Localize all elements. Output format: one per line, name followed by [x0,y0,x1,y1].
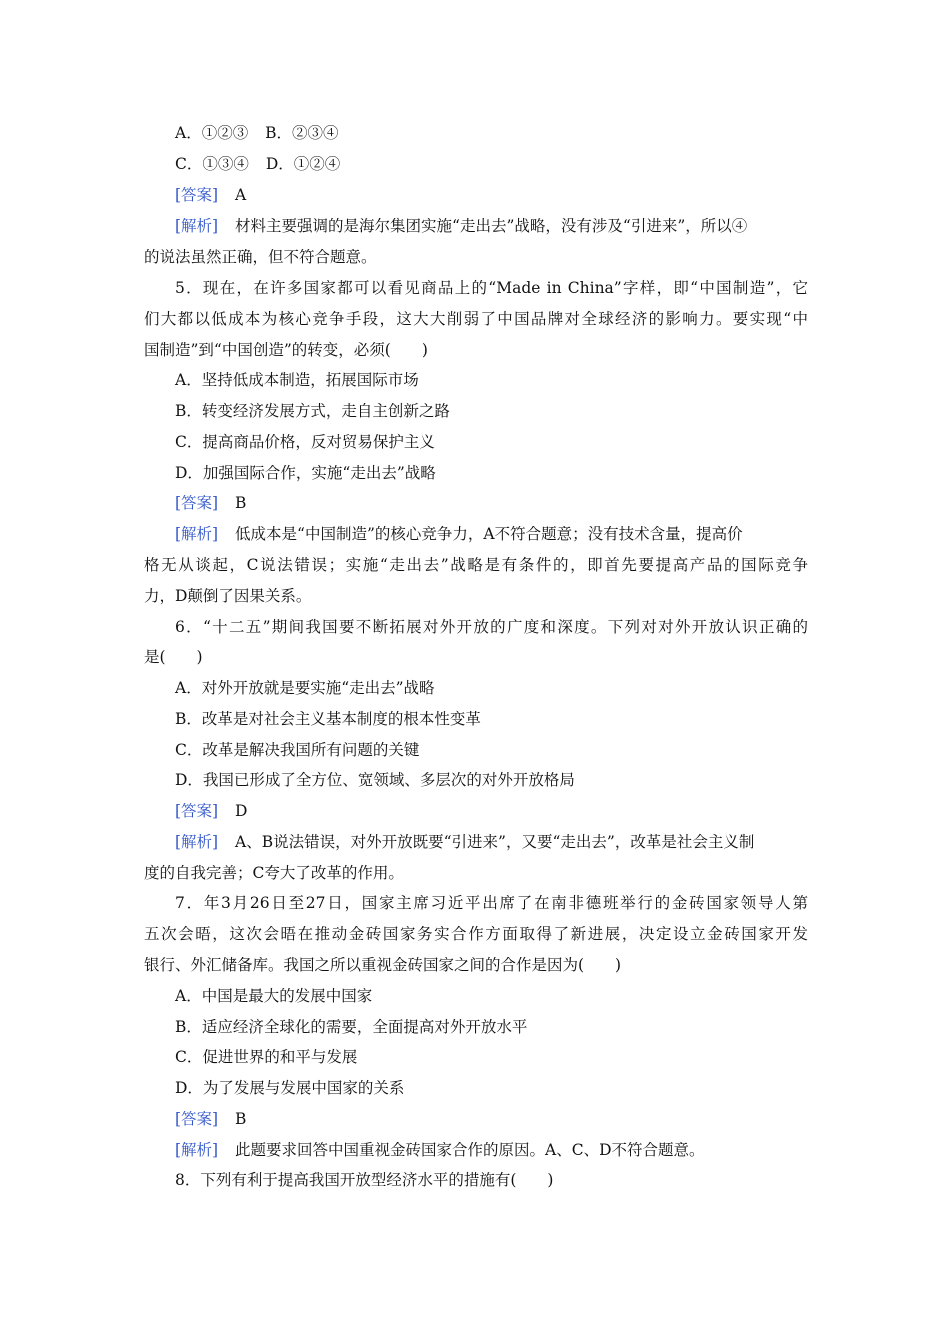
q6-stem-line-1: 6．“十二五”期间我国要不断拓展对外开放的广度和深度。下列对对外开放认识正确的 [175,618,808,636]
q4-analysis-line-1 [175,212,808,240]
q5-analysis-line-1 [175,520,808,548]
q6-option-c: C．改革是解决我国所有问题的关键 [175,741,420,759]
q5-analysis-line-3: 力，D颠倒了因果关系。 [144,587,312,605]
q6-option-b: B．改革是对社会主义基本制度的根本性变革 [175,710,481,728]
q5-option-d: D．加强国际合作，实施“走出去”战略 [175,464,436,482]
q4-options-row-1 [175,119,808,147]
analysis-tag: [解析] [175,1141,219,1159]
q5-option-b: B．转变经济发展方式，走自主创新之路 [175,402,450,420]
q4-answer [175,181,808,209]
analysis-tag: [解析] [175,525,219,543]
answer-tag: [答案] [175,186,219,204]
q5-option-a: A．坚持低成本制造，拓展国际市场 [175,371,419,389]
q5-stem-line-2: 们大都以低成本为核心竞争手段，这大大削弱了中国品牌对全球经济的影响力。要实现“中 [144,310,808,328]
q4-options-row-2 [175,150,808,178]
analysis-text: 低成本是“中国制造”的核心竞争力，A不符合题意；没有技术含量，提高价 [235,525,743,543]
analysis-tag: [解析] [175,217,219,235]
q5-analysis-line-2: 格无从谈起，C说法错误；实施“走出去”战略是有条件的，即首先要提高产品的国际竞争 [144,556,808,574]
answer-value: B [235,494,247,512]
q7-option-d: D．为了发展与发展中国家的关系 [175,1079,405,1097]
analysis-text: A、B说法错误，对外开放既要“引进来”，又要“走出去”，改革是社会主义制 [235,833,755,851]
q7-answer [175,1105,808,1133]
q7-option-b: B．适应经济全球化的需要，全面提高对外开放水平 [175,1018,528,1036]
q6-answer [175,797,808,825]
answer-value: B [235,1110,247,1128]
answer-tag: [答案] [175,802,219,820]
q5-stem-line-1: 5．现在，在许多国家都可以看见商品上的“Made in China”字样，即“中国制造”，它 [175,279,808,297]
q4-option-a: A．①②③ [175,124,249,142]
q4-option-c: C．①③④ [175,155,249,173]
q7-stem-line-2: 五次会晤，这次会晤在推动金砖国家务实合作方面取得了新进展，决定设立金砖国家开发 [144,925,808,943]
q6-option-a: A．对外开放就是要实施“走出去”战略 [175,679,435,697]
q5-option-c: C．提高商品价格，反对贸易保护主义 [175,433,435,451]
q4-analysis-line-2: 的说法虽然正确，但不符合题意。 [144,248,377,266]
q5-answer [175,489,808,517]
q5-stem-line-3: 国制造”到“中国创造”的转变，必须( ) [144,341,428,359]
q7-stem-line-3: 银行、外汇储备库。我国之所以重视金砖国家之间的合作是因为( ) [144,956,622,974]
q4-option-d: D．①②④ [265,155,341,173]
q7-stem-line-1: 7．年3月26日至27日，国家主席习近平出席了在南非德班举行的金砖国家领导人第 [175,894,808,912]
analysis-tag: [解析] [175,833,219,851]
answer-value: A [235,186,247,204]
analysis-text: 此题要求回答中国重视金砖国家合作的原因。A、C、D不符合题意。 [235,1141,705,1159]
q6-stem-line-2: 是( ) [144,648,203,666]
q7-analysis-line-1 [175,1136,808,1164]
answer-value: D [235,802,248,820]
q7-option-c: C．促进世界的和平与发展 [175,1048,358,1066]
answer-tag: [答案] [175,1110,219,1128]
q8-stem-line-1: 8．下列有利于提高我国开放型经济水平的措施有( ) [175,1171,554,1189]
q6-analysis-line-1 [175,828,808,856]
q4-option-b: B．②③④ [265,124,339,142]
q6-option-d: D．我国已形成了全方位、宽领域、多层次的对外开放格局 [175,771,575,789]
q6-analysis-line-2: 度的自我完善；C夸大了改革的作用。 [144,864,404,882]
q7-option-a: A．中国是最大的发展中国家 [175,987,373,1005]
analysis-text: 材料主要强调的是海尔集团实施“走出去”战略，没有涉及“引进来”，所以④ [235,217,748,235]
answer-tag: [答案] [175,494,219,512]
